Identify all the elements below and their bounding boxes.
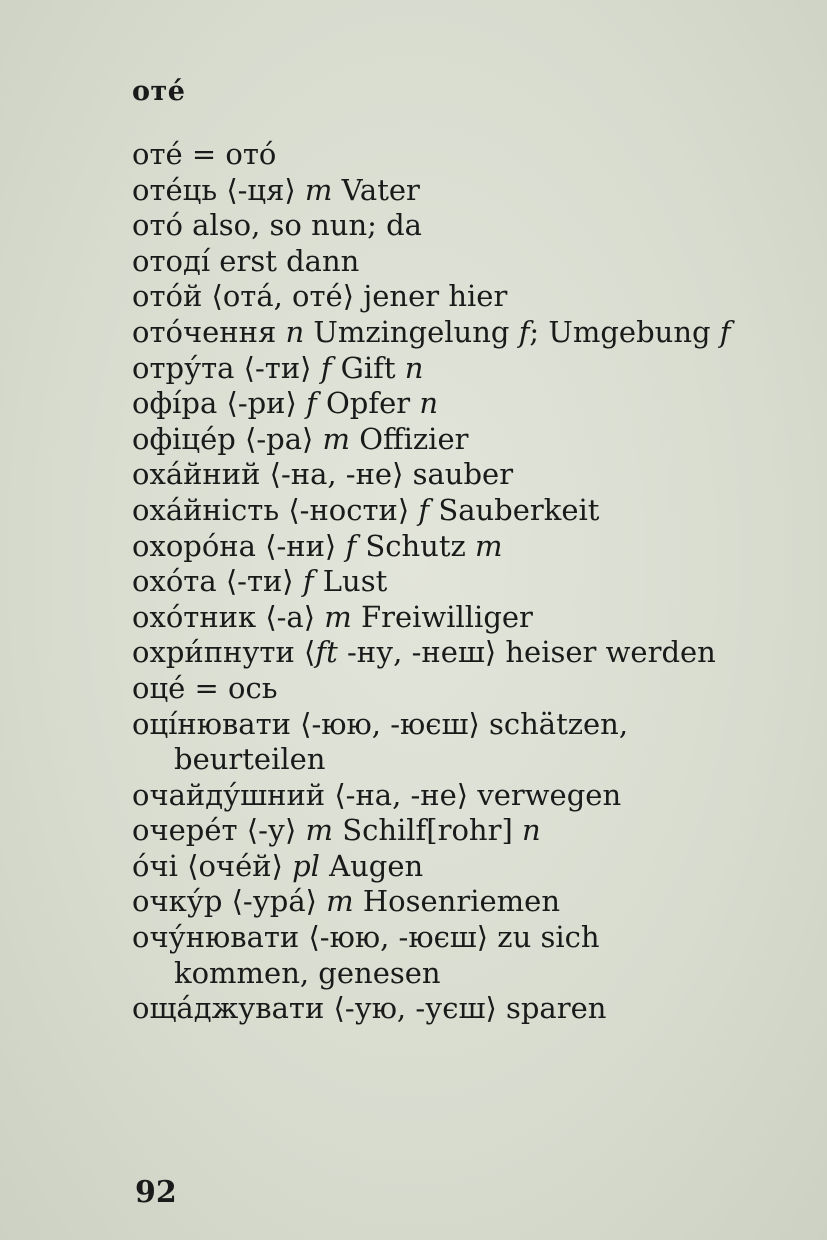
- entry: ото́й ⟨ота́, оте́⟩ jener hier: [132, 279, 508, 314]
- gender-marker: n: [419, 386, 439, 421]
- entry: оха́йність ⟨-ности⟩ f Sauberkeit: [132, 492, 600, 527]
- entry: очу́нювати ⟨-юю, -юєш⟩ zu sich kommen, genesen: [132, 920, 600, 990]
- gender-marker: n: [285, 314, 305, 349]
- gender-marker: f: [302, 564, 314, 599]
- entry: охо́та ⟨-ти⟩ f Lust: [132, 564, 388, 599]
- entry: о́чі ⟨оче́й⟩ pl Augen: [132, 848, 424, 883]
- gender-marker: f: [306, 386, 317, 421]
- gender-marker: m: [326, 884, 354, 919]
- gender-marker: m: [475, 528, 503, 563]
- entry: отоді́ erst dann: [132, 243, 360, 278]
- entry: ото́чення n Umzingelung f; Umgebung f: [132, 314, 731, 349]
- entry: охри́пнути ⟨ft -ну, -неш⟩ heiser werden: [132, 635, 716, 670]
- entry: офі́ра ⟨-ри⟩ f Opfer n: [132, 386, 439, 421]
- entry: оце́ = ось: [132, 670, 278, 705]
- running-head: отé: [132, 76, 186, 107]
- entry: оте́ць ⟨-ця⟩ m Vater: [132, 172, 420, 207]
- aspect-marker: ft: [315, 635, 338, 670]
- gender-marker: f: [345, 528, 357, 563]
- gender-marker: m: [305, 813, 333, 848]
- gender-marker: n: [404, 350, 424, 385]
- gender-marker: m: [304, 172, 333, 207]
- page-number: 92: [135, 1175, 177, 1210]
- entry: оща́джувати ⟨-ую, -уєш⟩ sparen: [132, 991, 607, 1026]
- gender-marker: n: [522, 813, 541, 848]
- entry: отру́та ⟨-ти⟩ f Gift n: [132, 350, 424, 385]
- entry: охоро́на ⟨-ни⟩ f Schutz m: [132, 528, 503, 563]
- entry-list: [132, 137, 732, 1027]
- gender-marker: m: [322, 421, 351, 456]
- gender-marker: f: [719, 314, 731, 349]
- entry: очере́т ⟨-у⟩ m Schilf[rohr] n: [132, 813, 541, 848]
- entry: оці́нювати ⟨-юю, -юєш⟩ schätzen, beurteilen: [132, 706, 629, 777]
- entry: оха́йний ⟨-на, -не⟩ sauber: [132, 457, 514, 492]
- entry: офіце́р ⟨-ра⟩ m Offizier: [132, 421, 469, 456]
- gender-marker: f: [418, 492, 430, 527]
- entry: ото́ also, so nun; da: [132, 208, 422, 243]
- gender-marker: f: [518, 314, 530, 349]
- gender-marker: f: [320, 350, 332, 385]
- entry: очайду́шний ⟨-на, -не⟩ verwegen: [132, 777, 622, 812]
- entry: очку́р ⟨-ура́⟩ m Hosenriemen: [132, 884, 560, 919]
- entry: охо́тник ⟨-а⟩ m Freiwilliger: [132, 599, 533, 634]
- number-marker: pl: [292, 848, 320, 883]
- gender-marker: m: [324, 599, 352, 634]
- entry: оте́ = ото́: [132, 137, 277, 171]
